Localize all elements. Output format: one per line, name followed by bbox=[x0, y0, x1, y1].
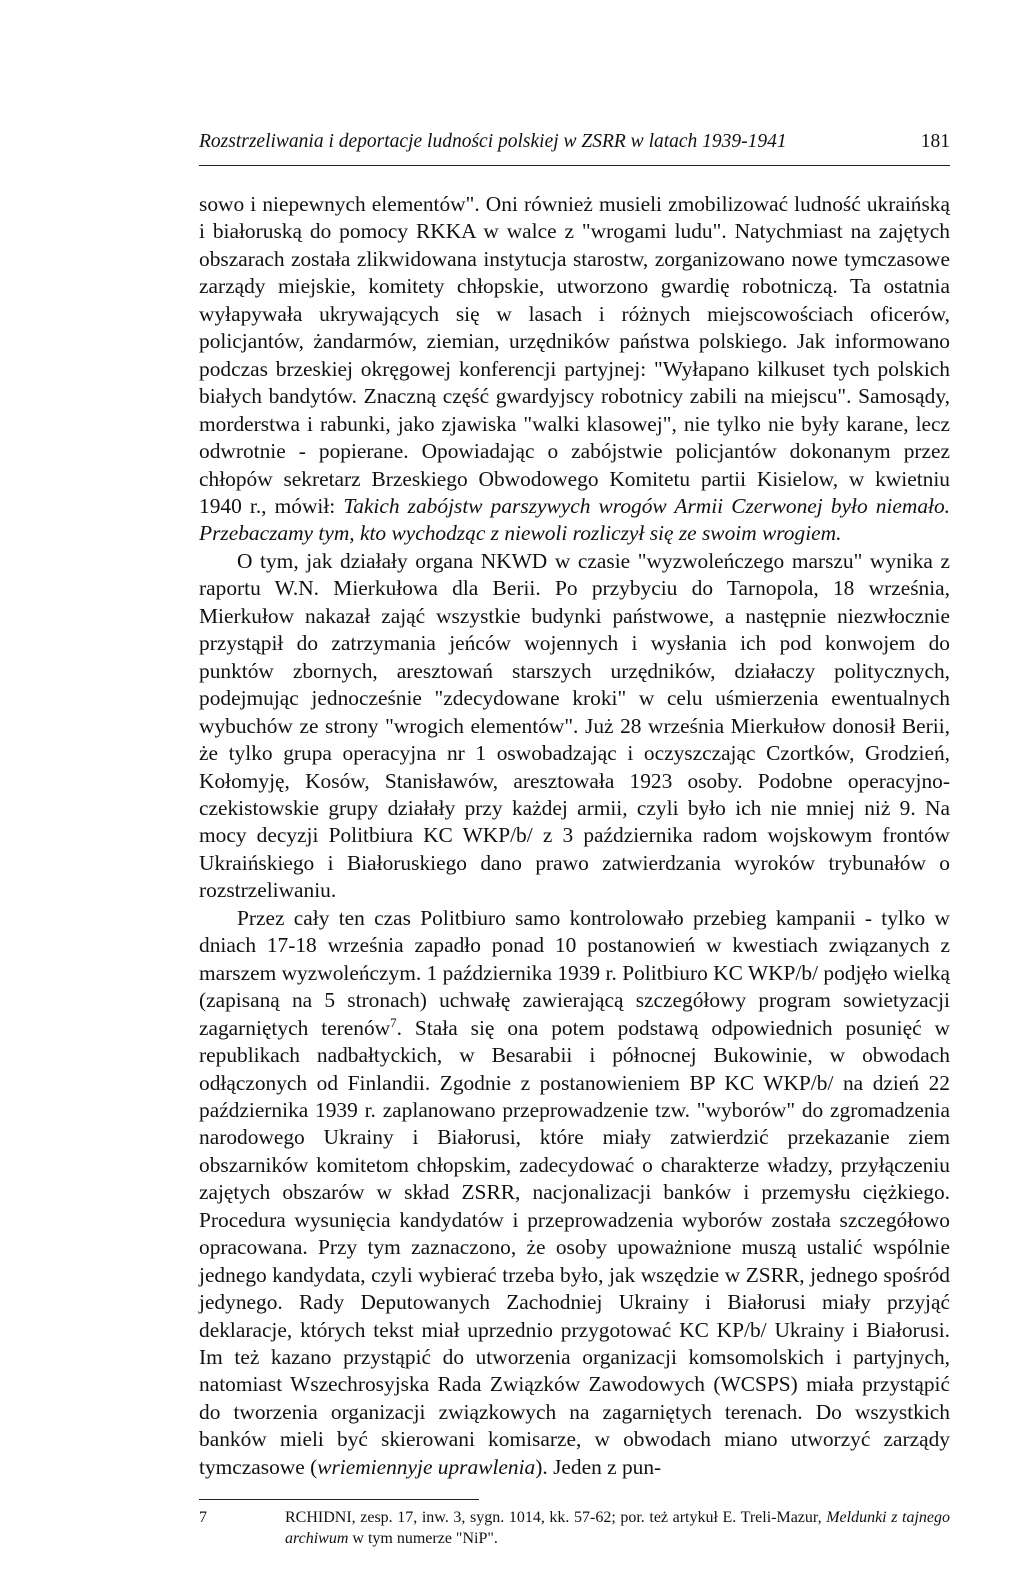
paragraph-3-term: wriemiennyje uprawlenia bbox=[317, 1454, 536, 1479]
paragraph-3-text-c: ). Jeden z pun- bbox=[535, 1454, 662, 1479]
paragraph-1 bbox=[199, 191, 950, 548]
footnote-7 bbox=[199, 1507, 950, 1549]
paragraph-3-text-a: Przez cały ten czas Politbiuro samo kontrolowało przebieg kampanii - tylko w dniach 17-18 września zapadło ponad 10 postanowień w kwestiach związanych z marszem wyzwoleńczym. 1 października 1939 r. Politbiuro KC WKP/b/ podjęło wielką (zapisaną na 5 stronach) uchwałę zawierającą szczegółowy program sowietyzacji zagarniętych terenów bbox=[199, 905, 950, 1040]
page-number: 181 bbox=[920, 131, 950, 152]
paragraph-1-text: sowo i niepewnych elementów". Oni również musieli zmobilizować ludność ukraińską i białoruską do pomocy RKKA w walce z "wrogami ludu". Natychmiast na zajętych obszarach została zlikwidowana instytucja starostw, zorganizowano nowe tymczasowe zarządy miejskie, komitety chłopskie, utworzono gwardię robotniczą. Ta ostatnia wyłapywała ukrywających się w lasach i różnych miejscowościach oficerów, policjantów, żandarmów, ziemian, urzędników państwa polskiego. Jak informowano podczas brzeskiej okręgowej konferencji partyjnej: "Wyłapano kilkuset tych polskich białych bandytów. Znaczną część gwardyjscy robotnicy zabili na miejscu". Samosądy, morderstwa i rabunki, jako zjawiska "walki klasowej", nie tylko nie były karane, lecz odwrotnie - popierane. Opowiadając o zabójstwie policjantów dokonanym przez chłopów sekretarz Brzeskiego Obwodowego Komitetu partii Kisielow, w kwietniu 1940 r., mówił: bbox=[199, 192, 950, 518]
running-title: Rozstrzeliwania i deportacje ludności polskiej w ZSRR w latach 1939-1941 bbox=[199, 131, 787, 152]
body-text bbox=[199, 191, 950, 1481]
footnote-tail: w tym numerze "NiP". bbox=[348, 1530, 498, 1547]
paragraph-3 bbox=[199, 905, 950, 1482]
footnote-number: 7 bbox=[199, 1509, 207, 1526]
running-header bbox=[199, 125, 950, 166]
paragraph-1-quote: Takich zabójstw parszywych wrogów Armii Czerwonej było niemało. Przebaczamy tym, kto wychodząc z niewoli rozliczył się ze swoim wrogiem. bbox=[199, 493, 950, 546]
footnote-reference[interactable]: 7 bbox=[390, 1014, 397, 1030]
footnote-divider bbox=[199, 1499, 479, 1500]
footnote-text: RCHIDNI, zesp. 17, inw. 3, sygn. 1014, kk. 57-62; por. też artykuł E. Treli-Mazur, bbox=[285, 1509, 827, 1526]
paragraph-3-text-b: . Stała się ona potem podstawą odpowiednich posunięć w republikach nadbałtyckich, w Besarabii i północnej Bukowinie, w obwodach odłączonych od Finlandii. Zgodnie z postanowieniem BP KC WKP/b/ na dzień 22 października 1939 r. zaplanowano przeprowadzenie tzw. "wyborów" do zgromadzenia narodowego Ukrainy i Białorusi, które miały zatwierdzić przekazanie ziem obszarników komitetom chłopskim, zadecydować o charakterze władzy, przyłączeniu zajętych obszarów w skład ZSRR, nacjonalizacji banków i przemysłu ciężkiego. Procedura wysunięcia kandydatów i przeprowadzenia wyborów została szczegółowo opracowana. Przy tym zaznaczono, że osoby upoważnione muszą ustalić wspólnie jednego kandydata, czyli wybierać trzeba było, jak wszędzie w ZSRR, jednego spośród jedynego. Rady Deputowanych Zachodniej Ukrainy i Białorusi miały przyjąć deklaracje, których tekst miał uprzednio przygotować KC KP/b/ Ukrainy i Białorusi. Im też kazano przystąpić do utworzenia organizacji komsomolskich i partyjnych, natomiast Wszechrosyjska Rada Związków Zawodowych (WCSPS) miała przystąpić do tworzenia organizacji związkowych na zagarniętych terenach. Do wszystkich banków mieli być skierowani komisarze, w obwodach miano utworzyć zarządy tymczasowe ( bbox=[199, 1015, 950, 1479]
footnote-title: Meldunki z tajnego archiwum bbox=[285, 1509, 951, 1547]
footnotes bbox=[199, 1507, 950, 1549]
paragraph-2: O tym, jak działały organa NKWD w czasie "wyzwoleńczego marszu" wynika z raportu W.N. Mierkułowa dla Berii. Po przybyciu do Tarnopola, 18 września, Mierkułow nakazał zająć wszystkie budynki państwowe, a następnie niezwłocznie przystąpił do zatrzymania jeńców wojennych i wysłania ich pod konwojem do punktów zbornych, aresztowań starszych urzędników, działaczy politycznych, podejmując jednocześnie "zdecydowane kroki" w celu uśmierzenia ewentualnych wybuchów ze strony "wrogich elementów". Już 28 września Mierkułow donosił Berii, że tylko grupa operacyjna nr 1 oswobadzając i oczyszczając Czortków, Grodzień, Kołomyję, Kosów, Stanisławów, aresztowała 1923 osoby. Podobne operacyjno-czekistowskie grupy działały przy każdej armii, czyli było ich nie mniej niż 9. Na mocy decyzji Politbiura KC WKP/b/ z 3 października radom wojskowym frontów Ukraińskiego i Białoruskiego dano prawo zatwierdzania wyroków trybunałów o rozstrzeliwaniu. bbox=[199, 548, 950, 903]
